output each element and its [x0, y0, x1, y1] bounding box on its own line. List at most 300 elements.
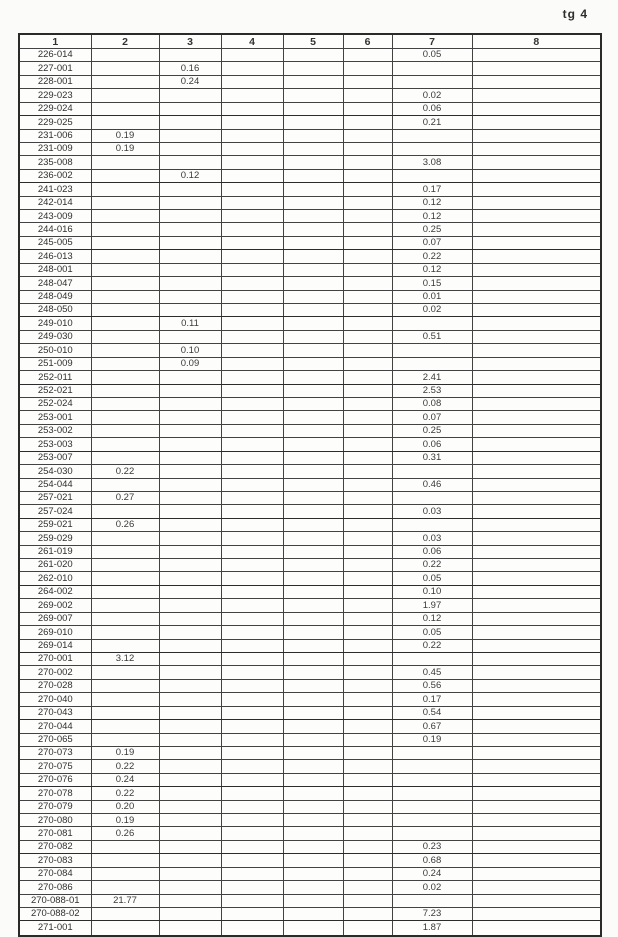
value-cell — [283, 626, 343, 639]
value-cell — [221, 881, 283, 894]
value-cell — [159, 894, 221, 907]
value-cell: 0.03 — [392, 532, 472, 545]
table-row — [19, 49, 601, 62]
row-id-cell: 270-080 — [19, 814, 91, 827]
value-cell — [159, 210, 221, 223]
table-row — [19, 142, 601, 155]
value-cell — [221, 840, 283, 853]
value-cell — [472, 773, 601, 786]
value-cell — [343, 827, 392, 840]
value-cell — [283, 236, 343, 249]
value-cell — [392, 344, 472, 357]
column-header: 4 — [221, 34, 283, 49]
value-cell — [91, 183, 159, 196]
value-cell — [343, 116, 392, 129]
value-cell — [91, 908, 159, 921]
value-cell — [343, 277, 392, 290]
value-cell — [221, 169, 283, 182]
value-cell — [91, 666, 159, 679]
value-cell — [91, 572, 159, 585]
value-cell — [283, 921, 343, 936]
value-cell — [91, 478, 159, 491]
value-cell — [283, 505, 343, 518]
value-cell: 0.12 — [392, 263, 472, 276]
value-cell — [343, 894, 392, 907]
value-cell — [343, 49, 392, 62]
table-row — [19, 679, 601, 692]
value-cell: 0.03 — [392, 505, 472, 518]
value-cell: 0.51 — [392, 330, 472, 343]
value-cell — [343, 357, 392, 370]
value-cell — [283, 250, 343, 263]
value-cell — [91, 384, 159, 397]
value-cell: 0.19 — [91, 814, 159, 827]
value-cell — [472, 572, 601, 585]
value-cell — [343, 666, 392, 679]
row-id-cell: 236-002 — [19, 169, 91, 182]
value-cell — [343, 773, 392, 786]
value-cell — [91, 49, 159, 62]
value-cell — [159, 263, 221, 276]
value-cell: 0.25 — [392, 424, 472, 437]
row-id-cell: 241-023 — [19, 183, 91, 196]
value-cell — [91, 62, 159, 75]
row-id-cell: 252-021 — [19, 384, 91, 397]
value-cell — [283, 129, 343, 142]
value-cell — [472, 599, 601, 612]
value-cell: 0.01 — [392, 290, 472, 303]
value-cell — [283, 210, 343, 223]
value-cell — [221, 505, 283, 518]
value-cell — [221, 62, 283, 75]
value-cell: 0.07 — [392, 236, 472, 249]
table-body — [19, 49, 601, 937]
value-cell — [221, 626, 283, 639]
value-cell — [283, 814, 343, 827]
value-cell — [91, 116, 159, 129]
value-cell — [472, 142, 601, 155]
table-row — [19, 304, 601, 317]
value-cell — [472, 210, 601, 223]
value-cell — [91, 599, 159, 612]
value-cell — [343, 451, 392, 464]
value-cell — [392, 894, 472, 907]
value-cell — [221, 49, 283, 62]
row-id-cell: 248-047 — [19, 277, 91, 290]
value-cell: 0.02 — [392, 89, 472, 102]
value-cell — [343, 720, 392, 733]
value-cell — [221, 438, 283, 451]
value-cell — [91, 505, 159, 518]
value-cell — [472, 49, 601, 62]
table-row — [19, 236, 601, 249]
value-cell — [343, 424, 392, 437]
value-cell — [343, 210, 392, 223]
value-cell — [472, 612, 601, 625]
value-cell: 0.26 — [91, 518, 159, 531]
table-row — [19, 733, 601, 746]
row-id-cell: 261-020 — [19, 559, 91, 572]
value-cell — [159, 277, 221, 290]
value-cell — [159, 532, 221, 545]
header-row — [19, 34, 601, 49]
value-cell — [283, 867, 343, 880]
value-cell — [343, 89, 392, 102]
value-cell: 0.24 — [159, 75, 221, 88]
value-cell: 0.10 — [392, 585, 472, 598]
value-cell — [221, 183, 283, 196]
value-cell — [283, 639, 343, 652]
value-cell — [91, 102, 159, 115]
table-row — [19, 384, 601, 397]
value-cell — [91, 156, 159, 169]
value-cell — [159, 505, 221, 518]
value-cell — [221, 465, 283, 478]
value-cell — [159, 304, 221, 317]
value-cell — [343, 183, 392, 196]
value-cell — [472, 330, 601, 343]
value-cell — [472, 491, 601, 504]
value-cell — [472, 223, 601, 236]
value-cell — [472, 652, 601, 665]
value-cell — [221, 532, 283, 545]
value-cell: 21.77 — [91, 894, 159, 907]
value-cell — [221, 827, 283, 840]
row-id-cell: 250-010 — [19, 344, 91, 357]
value-cell — [91, 75, 159, 88]
value-cell — [159, 599, 221, 612]
value-cell — [343, 679, 392, 692]
value-cell — [392, 169, 472, 182]
value-cell: 0.22 — [91, 760, 159, 773]
table-row — [19, 518, 601, 531]
table-row — [19, 894, 601, 907]
value-cell — [221, 921, 283, 936]
value-cell — [283, 572, 343, 585]
value-cell — [343, 304, 392, 317]
value-cell — [343, 156, 392, 169]
value-cell — [91, 371, 159, 384]
column-header: 2 — [91, 34, 159, 49]
value-cell: 0.56 — [392, 679, 472, 692]
row-id-cell: 254-044 — [19, 478, 91, 491]
row-id-cell: 270-088-01 — [19, 894, 91, 907]
value-cell — [343, 102, 392, 115]
value-cell — [472, 827, 601, 840]
value-cell — [159, 626, 221, 639]
value-cell — [472, 720, 601, 733]
row-id-cell: 270-002 — [19, 666, 91, 679]
value-cell: 0.17 — [392, 183, 472, 196]
table-row — [19, 666, 601, 679]
value-cell — [472, 371, 601, 384]
row-id-cell: 270-065 — [19, 733, 91, 746]
value-cell — [343, 317, 392, 330]
value-cell — [221, 263, 283, 276]
value-cell — [159, 49, 221, 62]
value-cell — [343, 371, 392, 384]
value-cell — [91, 250, 159, 263]
row-id-cell: 270-073 — [19, 746, 91, 759]
value-cell — [283, 451, 343, 464]
value-cell — [472, 626, 601, 639]
value-cell — [221, 304, 283, 317]
value-cell — [91, 438, 159, 451]
value-cell — [221, 518, 283, 531]
value-cell: 0.31 — [392, 451, 472, 464]
value-cell — [159, 800, 221, 813]
value-cell — [91, 277, 159, 290]
table-row — [19, 908, 601, 921]
value-cell — [283, 491, 343, 504]
value-cell — [283, 49, 343, 62]
table-row — [19, 438, 601, 451]
value-cell: 0.22 — [392, 250, 472, 263]
value-cell — [343, 626, 392, 639]
value-cell — [343, 250, 392, 263]
row-id-cell: 270-044 — [19, 720, 91, 733]
value-cell — [283, 787, 343, 800]
value-cell — [343, 545, 392, 558]
value-cell — [221, 116, 283, 129]
value-cell — [343, 223, 392, 236]
value-cell — [283, 894, 343, 907]
row-id-cell: 257-021 — [19, 491, 91, 504]
value-cell — [283, 746, 343, 759]
value-cell — [159, 236, 221, 249]
value-cell — [343, 344, 392, 357]
value-cell — [159, 89, 221, 102]
value-cell — [283, 290, 343, 303]
value-cell — [221, 733, 283, 746]
column-header: 6 — [343, 34, 392, 49]
value-cell — [283, 773, 343, 786]
row-id-cell: 261-019 — [19, 545, 91, 558]
value-cell — [159, 559, 221, 572]
row-id-cell: 253-003 — [19, 438, 91, 451]
table-row — [19, 746, 601, 759]
value-cell — [472, 894, 601, 907]
column-header: 7 — [392, 34, 472, 49]
row-id-cell: 270-040 — [19, 693, 91, 706]
value-cell — [283, 317, 343, 330]
value-cell — [343, 62, 392, 75]
value-cell: 0.05 — [392, 49, 472, 62]
value-cell — [283, 75, 343, 88]
value-cell — [159, 330, 221, 343]
value-cell — [392, 787, 472, 800]
value-cell — [392, 518, 472, 531]
table-row — [19, 840, 601, 853]
value-cell: 0.22 — [91, 465, 159, 478]
row-id-cell: 245-005 — [19, 236, 91, 249]
value-cell — [283, 854, 343, 867]
value-cell — [343, 290, 392, 303]
value-cell — [343, 599, 392, 612]
value-cell — [221, 357, 283, 370]
value-cell — [392, 652, 472, 665]
row-id-cell: 248-049 — [19, 290, 91, 303]
value-cell — [221, 236, 283, 249]
value-cell: 1.87 — [392, 921, 472, 936]
value-cell — [221, 478, 283, 491]
value-cell — [343, 706, 392, 719]
value-cell — [91, 290, 159, 303]
value-cell — [343, 652, 392, 665]
value-cell — [221, 559, 283, 572]
table-row — [19, 773, 601, 786]
value-cell — [221, 196, 283, 209]
value-cell — [392, 129, 472, 142]
table-row — [19, 223, 601, 236]
table-row — [19, 183, 601, 196]
table-row — [19, 371, 601, 384]
row-id-cell: 254-030 — [19, 465, 91, 478]
value-cell: 0.27 — [91, 491, 159, 504]
value-cell — [221, 371, 283, 384]
value-cell — [221, 572, 283, 585]
table-row — [19, 881, 601, 894]
value-cell: 0.10 — [159, 344, 221, 357]
value-cell — [159, 290, 221, 303]
value-cell — [283, 908, 343, 921]
value-cell — [472, 451, 601, 464]
value-cell: 0.06 — [392, 438, 472, 451]
row-id-cell: 270-081 — [19, 827, 91, 840]
row-id-cell: 270-078 — [19, 787, 91, 800]
value-cell — [91, 210, 159, 223]
value-cell — [159, 116, 221, 129]
row-id-cell: 249-030 — [19, 330, 91, 343]
row-id-cell: 235-008 — [19, 156, 91, 169]
value-cell — [159, 827, 221, 840]
value-cell — [159, 746, 221, 759]
value-cell — [283, 411, 343, 424]
value-cell — [91, 397, 159, 410]
table-row — [19, 102, 601, 115]
value-cell — [221, 854, 283, 867]
value-cell: 0.06 — [392, 545, 472, 558]
value-cell — [221, 210, 283, 223]
value-cell — [91, 679, 159, 692]
value-cell — [159, 773, 221, 786]
table-row — [19, 612, 601, 625]
value-cell — [283, 384, 343, 397]
value-cell — [159, 760, 221, 773]
value-cell — [221, 894, 283, 907]
value-cell — [472, 384, 601, 397]
value-cell — [392, 827, 472, 840]
table-row — [19, 317, 601, 330]
row-id-cell: 252-024 — [19, 397, 91, 410]
value-cell — [221, 773, 283, 786]
value-cell — [91, 411, 159, 424]
value-cell — [91, 344, 159, 357]
value-cell: 0.05 — [392, 626, 472, 639]
row-id-cell: 270-088-02 — [19, 908, 91, 921]
value-cell — [159, 639, 221, 652]
value-cell — [159, 196, 221, 209]
value-cell — [283, 612, 343, 625]
value-cell — [343, 397, 392, 410]
value-cell — [221, 344, 283, 357]
value-cell — [472, 814, 601, 827]
value-cell — [472, 679, 601, 692]
table-row — [19, 814, 601, 827]
table-row — [19, 330, 601, 343]
value-cell — [159, 921, 221, 936]
value-cell — [472, 411, 601, 424]
value-cell: 0.19 — [91, 129, 159, 142]
value-cell — [343, 612, 392, 625]
value-cell — [159, 572, 221, 585]
value-cell — [472, 169, 601, 182]
value-cell — [221, 384, 283, 397]
value-cell — [159, 666, 221, 679]
value-cell: 7.23 — [392, 908, 472, 921]
table-row — [19, 559, 601, 572]
value-cell — [91, 317, 159, 330]
value-cell — [472, 921, 601, 936]
value-cell — [472, 666, 601, 679]
value-cell — [159, 438, 221, 451]
value-cell — [159, 465, 221, 478]
value-cell — [283, 666, 343, 679]
row-id-cell: 270-043 — [19, 706, 91, 719]
value-cell — [159, 223, 221, 236]
row-id-cell: 270-083 — [19, 854, 91, 867]
value-cell — [221, 746, 283, 759]
value-cell — [343, 559, 392, 572]
row-id-cell: 248-050 — [19, 304, 91, 317]
row-id-cell: 242-014 — [19, 196, 91, 209]
value-cell — [472, 465, 601, 478]
value-cell — [221, 89, 283, 102]
value-cell — [221, 451, 283, 464]
value-cell — [221, 639, 283, 652]
value-cell — [91, 545, 159, 558]
table-row — [19, 196, 601, 209]
data-table — [18, 33, 602, 937]
row-id-cell: 270-084 — [19, 867, 91, 880]
value-cell — [283, 733, 343, 746]
value-cell — [91, 639, 159, 652]
value-cell — [91, 854, 159, 867]
value-cell: 0.12 — [159, 169, 221, 182]
row-id-cell: 226-014 — [19, 49, 91, 62]
value-cell — [343, 840, 392, 853]
value-cell: 3.12 — [91, 652, 159, 665]
value-cell — [159, 840, 221, 853]
value-cell — [159, 787, 221, 800]
value-cell — [91, 840, 159, 853]
value-cell — [159, 518, 221, 531]
value-cell — [283, 183, 343, 196]
value-cell — [91, 612, 159, 625]
row-id-cell: 229-023 — [19, 89, 91, 102]
value-cell — [283, 545, 343, 558]
value-cell — [343, 330, 392, 343]
value-cell — [91, 424, 159, 437]
value-cell — [472, 585, 601, 598]
value-cell — [159, 545, 221, 558]
value-cell: 0.22 — [91, 787, 159, 800]
row-id-cell: 253-002 — [19, 424, 91, 437]
value-cell — [283, 371, 343, 384]
value-cell — [343, 129, 392, 142]
value-cell — [159, 424, 221, 437]
value-cell — [221, 720, 283, 733]
